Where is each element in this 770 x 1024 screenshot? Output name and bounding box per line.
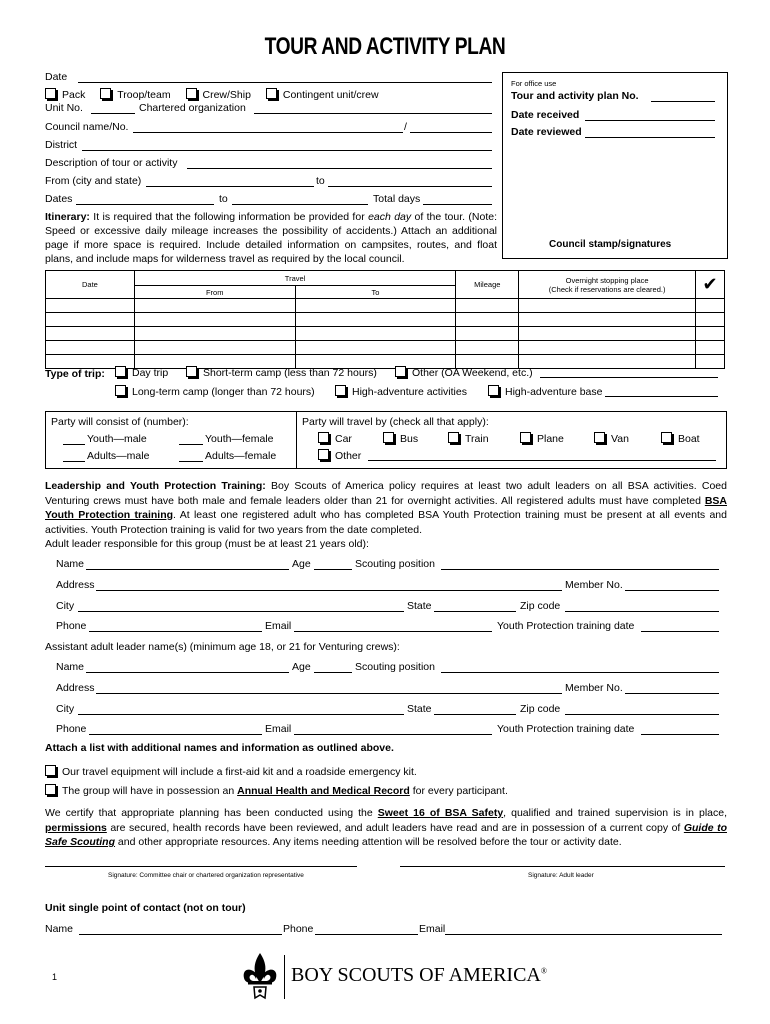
asst-position-field[interactable] <box>441 672 719 673</box>
to-field[interactable] <box>328 186 492 187</box>
adult-position-label: Scouting position <box>355 558 435 570</box>
adult-signature-field[interactable] <box>400 866 725 867</box>
adult-age-field[interactable] <box>314 569 352 570</box>
dates-start-field[interactable] <box>76 204 214 205</box>
plan-no-label: Tour and activity plan No. <box>511 90 639 102</box>
travel-table <box>45 270 725 369</box>
adult-signature-label: Signature: Adult leader <box>528 872 594 879</box>
unit-no-field[interactable] <box>91 113 135 114</box>
dates-to-label: to <box>219 193 228 205</box>
committee-signature-label: Signature: Committee chair or chartered organization representative <box>108 872 304 879</box>
high-adventure-base-field[interactable] <box>605 396 718 397</box>
col-check-header: ✔ <box>695 271 724 299</box>
adult-position-field[interactable] <box>441 569 719 570</box>
checkbox-pack[interactable]: Pack <box>45 89 85 101</box>
footer-divider <box>284 955 285 999</box>
from-label: From (city and state) <box>45 175 142 187</box>
checkbox-contingent[interactable]: Contingent unit/crew <box>266 89 379 101</box>
party-travel-label: Party will travel by (check all that apply): <box>302 416 489 428</box>
adult-ypt-field[interactable] <box>641 631 719 632</box>
attach-list-note: Attach a list with additional names and information as outlined above. <box>45 742 394 754</box>
party-box <box>45 411 727 469</box>
description-label: Description of tour or activity <box>45 157 178 169</box>
asst-zip-label: Zip code <box>520 703 561 715</box>
adult-zip-label: Zip code <box>520 600 561 612</box>
col-from-header: From <box>134 286 295 299</box>
contact-phone-field[interactable] <box>315 934 418 935</box>
youth-female-label: Youth—female <box>205 433 274 445</box>
district-label: District <box>45 139 78 151</box>
council-separator: / <box>404 121 407 133</box>
from-field[interactable] <box>146 186 314 187</box>
adult-city-field[interactable] <box>78 611 404 612</box>
contact-email-label: Email <box>419 923 446 935</box>
date-field[interactable] <box>78 82 492 83</box>
col-to-header: To <box>295 286 456 299</box>
plan-no-field[interactable] <box>651 101 715 102</box>
asst-address-label: Address <box>56 682 95 694</box>
date-reviewed-field[interactable] <box>585 137 715 138</box>
adults-female-count[interactable] <box>179 461 203 462</box>
adult-member-no-field[interactable] <box>625 590 719 591</box>
to-label: to <box>316 175 325 187</box>
dates-end-field[interactable] <box>232 204 368 205</box>
youth-male-label: Youth—male <box>87 433 147 445</box>
adult-address-field[interactable] <box>96 590 562 591</box>
adult-address-label: Address <box>56 579 95 591</box>
adult-state-field[interactable] <box>434 611 516 612</box>
checkbox-other-trip[interactable]: Other (OA Weekend, etc.) <box>395 366 533 379</box>
asst-ypt-label: Youth Protection training date <box>497 723 635 735</box>
unit-type-row <box>45 88 379 101</box>
contact-name-label: Name <box>45 923 74 935</box>
asst-phone-label: Phone <box>56 723 87 735</box>
col-overnight-header: Overnight stopping place (Check if reservations are cleared.) <box>519 271 696 299</box>
fleur-de-lis-logo-icon <box>240 950 280 1002</box>
asst-state-label: State <box>407 703 432 715</box>
adult-name-label: Name <box>56 558 85 570</box>
council-name-field[interactable] <box>133 132 403 133</box>
office-use-label: For office use <box>511 79 557 88</box>
asst-ypt-field[interactable] <box>641 734 719 735</box>
asst-zip-field[interactable] <box>565 714 719 715</box>
checkbox-health-record[interactable]: The group will have in possession an Annual Health and Medical Record for every participant. <box>45 784 508 797</box>
checkbox-long-term[interactable]: Long-term camp (longer than 72 hours) <box>115 385 315 398</box>
col-travel-header: Travel <box>134 271 455 286</box>
asst-name-label: Name <box>56 661 85 673</box>
date-received-field[interactable] <box>585 120 715 121</box>
table-row <box>46 327 725 341</box>
council-stamp-label: Council stamp/signatures <box>549 239 672 250</box>
checkbox-crew-ship[interactable]: Crew/Ship <box>186 89 251 101</box>
trip-type-label: Type of trip: <box>45 368 105 380</box>
council-no-field[interactable] <box>410 132 492 133</box>
contact-email-field[interactable] <box>445 934 722 935</box>
total-days-label: Total days <box>373 193 421 205</box>
asst-position-label: Scouting position <box>355 661 435 673</box>
adult-city-label: City <box>56 600 75 612</box>
checkbox-van[interactable]: Van <box>594 432 629 445</box>
date-label: Date <box>45 71 68 83</box>
chartered-org-field[interactable] <box>254 113 492 114</box>
adult-ypt-label: Youth Protection training date <box>497 620 635 632</box>
leadership-paragraph: Leadership and Youth Protection Training: Boy Scouts of America policy requires at least two adult leaders on all BSA activities. Coed Venturing crews must have both male and female leaders older than 21 for overnight activities. All registered adults must have completed BSA Youth Protection training. At least one registered adult who has completed BSA Youth Protection training must be present at all events and activities. Youth Protection training is valid for two years from the date completed. <box>45 480 727 536</box>
adult-state-label: State <box>407 600 432 612</box>
checkbox-boat[interactable]: Boat <box>661 432 700 445</box>
checkbox-troop[interactable]: Troop/team <box>100 89 170 101</box>
contact-heading: Unit single point of contact (not on tour) <box>45 902 246 914</box>
asst-email-field[interactable] <box>294 734 492 735</box>
description-field[interactable] <box>187 168 492 169</box>
table-row <box>46 313 725 327</box>
page-number: 1 <box>52 972 58 982</box>
asst-city-field[interactable] <box>78 714 404 715</box>
asst-state-field[interactable] <box>434 714 516 715</box>
itinerary-paragraph: Itinerary: It is required that the following information be provided for each day of the tour. (Note: Speed or excessive daily mileage increases the possibility of accidents.) Attach an additional page if more space is required. Include detailed information on campsites, routes, and float plans, and include maps for wilderness travel as required by the local council. <box>45 211 497 265</box>
checkbox-other-travel[interactable]: Other <box>318 449 361 462</box>
table-row <box>46 341 725 355</box>
checkbox-day-trip[interactable]: Day trip <box>115 366 168 379</box>
checkbox-first-aid[interactable]: Our travel equipment will include a first-aid kit and a roadside emergency kit. <box>45 765 417 778</box>
asst-city-label: City <box>56 703 75 715</box>
committee-signature-field[interactable] <box>45 866 357 867</box>
asst-name-field[interactable] <box>86 672 289 673</box>
dates-label: Dates <box>45 193 73 205</box>
youth-female-count[interactable] <box>179 444 203 445</box>
party-consist-label: Party will consist of (number): <box>51 416 189 428</box>
asst-phone-field[interactable] <box>89 734 262 735</box>
other-travel-field[interactable] <box>368 460 716 461</box>
checkbox-bus[interactable]: Bus <box>383 432 418 445</box>
asst-address-field[interactable] <box>96 693 562 694</box>
youth-male-count[interactable] <box>63 444 85 445</box>
other-trip-field[interactable] <box>540 377 718 378</box>
org-name: BOY SCOUTS OF AMERICA® <box>291 964 547 986</box>
adult-email-field[interactable] <box>294 631 492 632</box>
page-title: TOUR AND ACTIVITY PLAN <box>264 33 506 60</box>
adults-male-label: Adults—male <box>87 450 150 462</box>
checkbox-plane[interactable]: Plane <box>520 432 564 445</box>
asst-age-label: Age <box>292 661 311 673</box>
checkbox-short-term[interactable]: Short-term camp (less than 72 hours) <box>186 366 377 379</box>
adult-email-label: Email <box>265 620 292 632</box>
unit-no-label: Unit No. <box>45 102 83 114</box>
adults-female-label: Adults—female <box>205 450 277 462</box>
adult-name-field[interactable] <box>86 569 289 570</box>
asst-email-label: Email <box>265 723 292 735</box>
col-date-header: Date <box>46 271 135 299</box>
adult-phone-label: Phone <box>56 620 87 632</box>
asst-member-no-field[interactable] <box>625 693 719 694</box>
chartered-org-label: Chartered organization <box>139 102 246 114</box>
registered-mark: ® <box>540 966 547 976</box>
assistant-leader-heading: Assistant adult leader name(s) (minimum age 18, or 21 for Venturing crews): <box>45 641 400 653</box>
contact-name-field[interactable] <box>79 934 282 935</box>
certify-paragraph: We certify that appropriate planning has been conducted using the Sweet 16 of BSA Safety, qualified and trained supervision is in place, permissions are secured, health records have been reviewed, and adult leaders have read and are in possession of a current copy of Guide to Safe Scouting and other appropriate resources. Any items needing attention will be resolved before the tour or activity date. <box>45 807 728 848</box>
council-label: Council name/No. <box>45 121 129 133</box>
adult-age-label: Age <box>292 558 311 570</box>
date-reviewed-label: Date reviewed <box>511 126 582 138</box>
asst-member-no-label: Member No. <box>565 682 623 694</box>
table-row <box>46 299 725 313</box>
contact-phone-label: Phone <box>283 923 314 935</box>
col-mileage-header: Mileage <box>456 271 519 299</box>
district-field[interactable] <box>82 150 492 151</box>
date-received-label: Date received <box>511 109 580 121</box>
checkbox-high-adventure[interactable]: High-adventure activities <box>335 385 467 398</box>
total-days-field[interactable] <box>423 204 492 205</box>
adult-phone-field[interactable] <box>89 631 262 632</box>
checkbox-high-adventure-base[interactable]: High-adventure base <box>488 385 602 398</box>
office-use-box <box>502 72 728 259</box>
adult-member-no-label: Member No. <box>565 579 623 591</box>
adult-zip-field[interactable] <box>565 611 719 612</box>
adults-male-count[interactable] <box>63 461 85 462</box>
checkbox-car[interactable]: Car <box>318 432 352 445</box>
checkbox-train[interactable]: Train <box>448 432 489 445</box>
asst-age-field[interactable] <box>314 672 352 673</box>
adult-leader-heading: Adult leader responsible for this group (must be at least 21 years old): <box>45 538 369 550</box>
